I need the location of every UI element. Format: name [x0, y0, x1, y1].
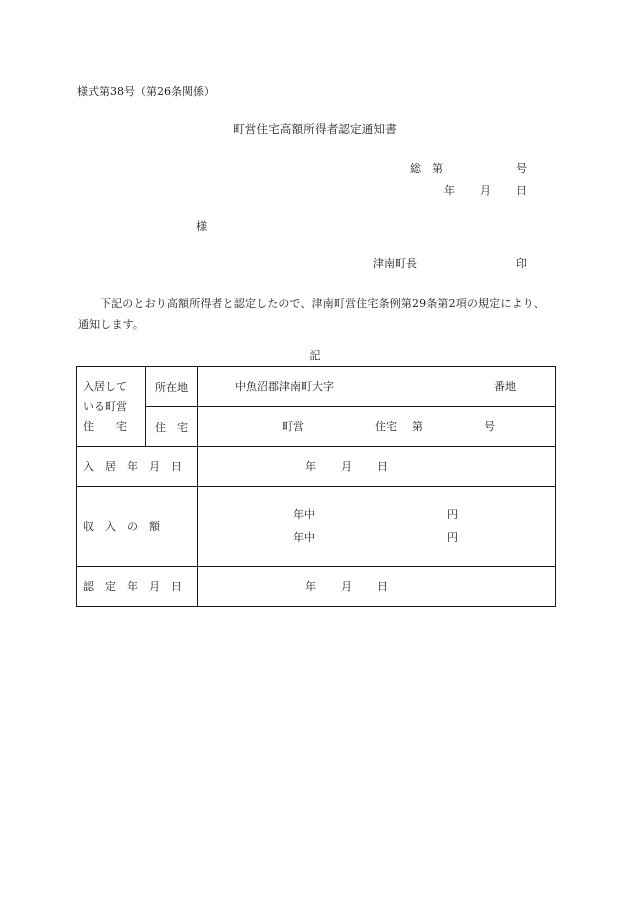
table-row [77, 567, 556, 607]
residence-label-line: 入居して [83, 379, 127, 393]
issuer-seal: 印 [516, 257, 527, 270]
cert-year: 年 [305, 580, 316, 593]
income-nenchu-2: 年中 [293, 531, 315, 544]
residence-label-line: 住 宅 [83, 419, 127, 433]
location-value-cell [198, 367, 556, 407]
form-number: 様式第38号（第26条関係） [77, 85, 215, 98]
cert-label-cell [77, 567, 198, 607]
move-in-month: 月 [341, 460, 352, 473]
table-row [77, 447, 556, 487]
income-nenchu-1: 年中 [293, 508, 315, 521]
income-label-cell [77, 487, 198, 567]
date-year: 年 [444, 184, 455, 197]
housing-label-cell [146, 407, 198, 447]
location-label: 所在地 [155, 380, 188, 394]
issuer-name: 津南町長 [373, 257, 417, 270]
residence-label-cell [77, 367, 146, 447]
income-en-1: 円 [447, 508, 458, 521]
date-month: 月 [480, 184, 491, 197]
document-title: 町営住宅高額所得者認定通知書 [233, 122, 397, 136]
ref-dai: 第 [432, 162, 443, 175]
location-label-cell [146, 367, 198, 407]
move-in-day: 日 [377, 460, 388, 473]
cert-month: 月 [341, 580, 352, 593]
housing-town: 町営 [282, 420, 304, 433]
ref-go: 号 [516, 162, 527, 175]
residence-label-line: いる町営 [83, 399, 127, 413]
housing-jutaku: 住宅 [375, 420, 397, 433]
banchi-label: 番地 [494, 380, 516, 393]
body-text: 下記のとおり高額所得者と認定したので、津南町営住宅条例第29条第2項の規定により、通知します。 [78, 297, 545, 331]
table-row [77, 367, 556, 407]
table-row [77, 487, 556, 567]
notice-table [76, 366, 556, 607]
addressee-sama: 様 [196, 220, 207, 233]
ref-dept: 総 [410, 162, 421, 175]
cert-value-cell [198, 567, 556, 607]
income-en-2: 円 [447, 531, 458, 544]
cert-label: 認 定 年 月 日 [83, 579, 182, 593]
income-label: 収 入 の 額 [83, 519, 160, 533]
housing-go: 号 [484, 420, 495, 433]
move-in-year: 年 [305, 460, 316, 473]
housing-value-cell [198, 407, 556, 447]
housing-label: 住 宅 [155, 420, 188, 434]
cert-day: 日 [377, 580, 388, 593]
date-day: 日 [516, 184, 527, 197]
income-value-cell [198, 487, 556, 567]
move-in-label: 入 居 年 月 日 [83, 459, 182, 473]
location-value: 中魚沼郡津南町大字 [235, 380, 334, 393]
move-in-value-cell [198, 447, 556, 487]
ki-heading: 記 [309, 349, 321, 362]
housing-dai: 第 [412, 420, 423, 433]
table-row [77, 407, 556, 447]
body-paragraph [78, 293, 556, 335]
move-in-label-cell [77, 447, 198, 487]
